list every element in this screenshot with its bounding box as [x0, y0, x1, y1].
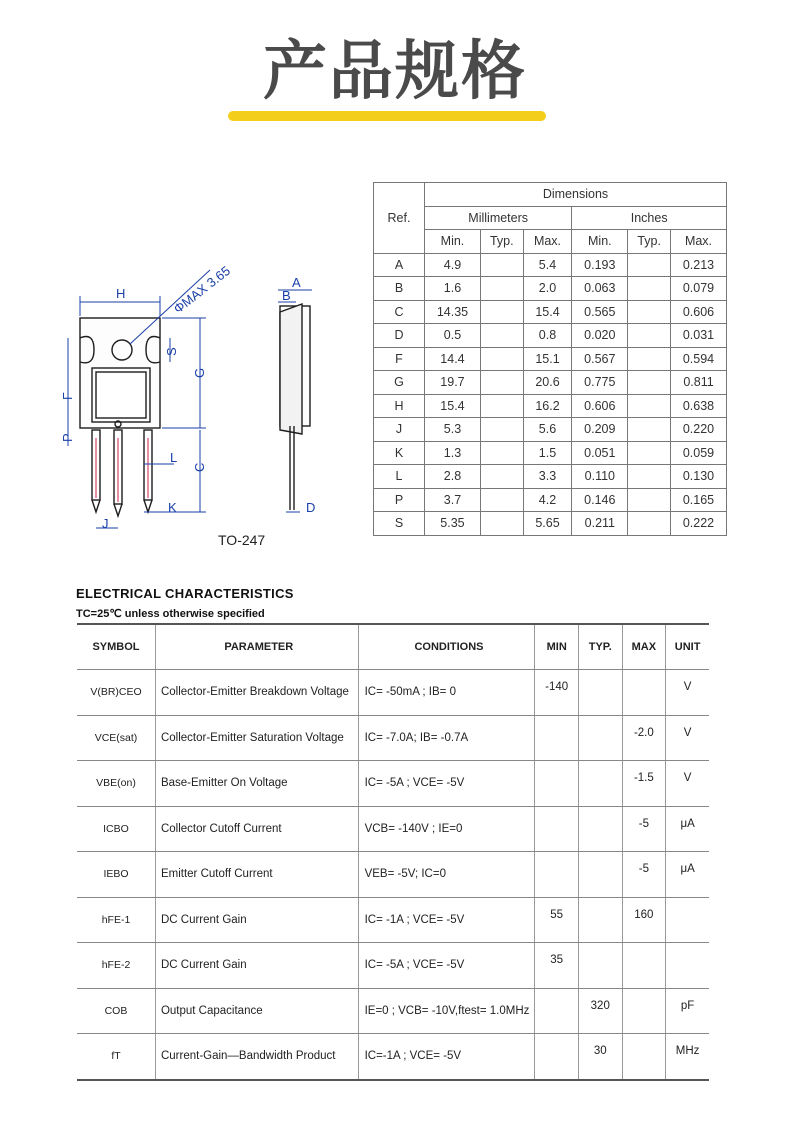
- dim-cell-in-max: 0.594: [670, 347, 726, 371]
- dim-cell-mm-max: 4.2: [523, 488, 572, 512]
- dim-header-group: Dimensions: [425, 183, 727, 207]
- dim-cell-in-max: 0.220: [670, 418, 726, 442]
- dim-cell-ref: C: [374, 300, 425, 324]
- dim-header-ref: Ref.: [374, 183, 425, 254]
- dim-cell-mm-typ: [480, 253, 523, 277]
- dimension-row: [374, 418, 727, 442]
- ec-cell-unit: [666, 715, 709, 761]
- dim-cell-ref: P: [374, 488, 425, 512]
- dim-cell-ref: G: [374, 371, 425, 395]
- dim-sub-header: Max.: [523, 230, 572, 254]
- ec-cell-symbol: [77, 943, 155, 989]
- ec-cell-symbol: [77, 988, 155, 1034]
- dim-cell-ref: K: [374, 441, 425, 465]
- ec-cell-min: [535, 852, 579, 898]
- dim-cell-mm-max: 20.6: [523, 371, 572, 395]
- dim-cell-mm-min: 1.6: [425, 277, 481, 301]
- dim-cell-in-max: 0.130: [670, 465, 726, 489]
- dim-sub-header: Typ.: [480, 230, 523, 254]
- dim-cell-in-max: 0.213: [670, 253, 726, 277]
- dim-cell-ref: S: [374, 512, 425, 536]
- package-label: TO-247: [218, 532, 266, 548]
- ec-cell-max: [622, 943, 666, 989]
- dim-cell-in-max: 0.079: [670, 277, 726, 301]
- dim-cell-mm-min: 19.7: [425, 371, 481, 395]
- ec-cell-unit: [666, 670, 709, 716]
- dim-cell-mm-typ: [480, 512, 523, 536]
- ec-value-conditions: IC= -7.0A; IB= -0.7A: [364, 731, 469, 744]
- dim-cell-in-typ: [628, 300, 671, 324]
- ec-header-typ: TYP.: [578, 624, 622, 670]
- ec-cell-parameter: [155, 1034, 358, 1080]
- electrical-row: [77, 670, 709, 716]
- ec-cell-typ: [578, 670, 622, 716]
- dimension-row: [374, 512, 727, 536]
- ec-cell-max: [622, 897, 666, 943]
- electrical-condition-note: TC=25℃ unless otherwise specified: [76, 608, 265, 620]
- ec-cell-symbol: [77, 897, 155, 943]
- ec-cell-min: [535, 988, 579, 1034]
- ec-value-conditions: VEB= -5V; IC=0: [364, 868, 446, 881]
- ec-cell-conditions: [358, 988, 535, 1034]
- ec-value-unit: V: [683, 681, 692, 694]
- title-underline: [228, 111, 546, 121]
- dim-cell-in-max: 0.638: [670, 394, 726, 418]
- ec-value-max: 160: [634, 908, 654, 921]
- dim-cell-in-min: 0.020: [572, 324, 628, 348]
- dim-cell-mm-max: 15.1: [523, 347, 572, 371]
- ec-cell-unit: [666, 897, 709, 943]
- dimensions-table: [373, 182, 727, 536]
- electrical-heading: ELECTRICAL CHARACTERISTICS: [76, 586, 294, 601]
- ec-value-min: 55: [550, 908, 564, 921]
- ec-cell-typ: [578, 761, 622, 807]
- ec-cell-conditions: [358, 943, 535, 989]
- ec-cell-conditions: [358, 806, 535, 852]
- label-s: S: [164, 347, 179, 356]
- ec-header-conditions: CONDITIONS: [358, 624, 535, 670]
- dim-cell-mm-min: 5.35: [425, 512, 481, 536]
- dim-cell-mm-max: 3.3: [523, 465, 572, 489]
- ec-cell-symbol: [77, 715, 155, 761]
- label-g: G: [192, 367, 207, 378]
- dim-cell-ref: B: [374, 277, 425, 301]
- dim-cell-in-typ: [628, 488, 671, 512]
- ec-cell-min: [535, 670, 579, 716]
- ec-value-unit: V: [683, 772, 692, 785]
- dim-cell-mm-min: 3.7: [425, 488, 481, 512]
- ec-cell-typ: [578, 943, 622, 989]
- dim-cell-in-typ: [628, 347, 671, 371]
- ec-value-unit: MHz: [675, 1045, 700, 1058]
- dim-cell-in-max: 0.031: [670, 324, 726, 348]
- ec-value-conditions: IE=0 ; VCB= -10V,ftest= 1.0MHz: [364, 1004, 530, 1017]
- dim-cell-mm-typ: [480, 300, 523, 324]
- ec-value-symbol: IEBO: [103, 868, 129, 881]
- dim-cell-ref: F: [374, 347, 425, 371]
- dim-cell-mm-min: 1.3: [425, 441, 481, 465]
- ec-value-conditions: IC= -5A ; VCE= -5V: [364, 959, 465, 972]
- ec-cell-symbol: [77, 1034, 155, 1080]
- ec-cell-typ: [578, 852, 622, 898]
- label-a: A: [292, 275, 301, 290]
- ec-cell-parameter: [155, 988, 358, 1034]
- dim-cell-mm-typ: [480, 488, 523, 512]
- ec-value-conditions: IC=-1A ; VCE= -5V: [364, 1050, 462, 1063]
- ec-cell-unit: [666, 806, 709, 852]
- ec-value-max: -2.0: [633, 726, 654, 739]
- label-phi: ΦMAX 3.65: [170, 263, 234, 317]
- dimension-row: [374, 347, 727, 371]
- ec-cell-min: [535, 761, 579, 807]
- dim-cell-mm-max: 0.8: [523, 324, 572, 348]
- ec-cell-min: [535, 897, 579, 943]
- ec-value-unit: μA: [680, 863, 695, 876]
- ec-value-unit: μA: [680, 817, 695, 830]
- dim-cell-mm-max: 1.5: [523, 441, 572, 465]
- dim-cell-mm-typ: [480, 394, 523, 418]
- ec-cell-min: [535, 1034, 579, 1080]
- ec-value-conditions: IC= -5A ; VCE= -5V: [364, 777, 465, 790]
- ec-cell-typ: [578, 897, 622, 943]
- label-h: H: [116, 286, 126, 301]
- ec-value-max: -1.5: [633, 772, 654, 785]
- ec-cell-max: [622, 715, 666, 761]
- dim-cell-in-min: 0.193: [572, 253, 628, 277]
- dim-cell-in-min: 0.146: [572, 488, 628, 512]
- dim-cell-in-typ: [628, 441, 671, 465]
- dim-cell-ref: A: [374, 253, 425, 277]
- electrical-body: [77, 670, 709, 1080]
- ec-cell-unit: [666, 761, 709, 807]
- ec-value-symbol: fT: [111, 1050, 121, 1063]
- ec-value-conditions: IC= -50mA ; IB= 0: [364, 686, 456, 699]
- dim-cell-in-min: 0.606: [572, 394, 628, 418]
- page-title: 产品规格: [263, 35, 527, 109]
- dim-cell-in-typ: [628, 418, 671, 442]
- dimension-row: [374, 277, 727, 301]
- ec-value-typ: 30: [593, 1045, 607, 1058]
- ec-header-symbol: SYMBOL: [77, 624, 155, 670]
- dim-cell-mm-typ: [480, 441, 523, 465]
- dim-cell-in-max: 0.606: [670, 300, 726, 324]
- dim-header-mm: Millimeters: [425, 206, 572, 230]
- dim-cell-mm-max: 5.6: [523, 418, 572, 442]
- electrical-row: [77, 1034, 709, 1080]
- dimension-row: [374, 371, 727, 395]
- dim-cell-ref: L: [374, 465, 425, 489]
- dim-cell-mm-typ: [480, 371, 523, 395]
- ec-cell-conditions: [358, 897, 535, 943]
- ec-header-unit: UNIT: [666, 624, 709, 670]
- label-c: C: [192, 462, 207, 472]
- ec-cell-parameter: [155, 806, 358, 852]
- dim-cell-in-typ: [628, 465, 671, 489]
- to247-package-drawing: [50, 250, 350, 540]
- ec-value-parameter: DC Current Gain: [160, 913, 247, 926]
- ec-cell-typ: [578, 715, 622, 761]
- dim-cell-in-min: 0.565: [572, 300, 628, 324]
- dim-cell-mm-typ: [480, 418, 523, 442]
- label-p: P: [60, 433, 75, 442]
- ec-value-conditions: VCB= -140V ; IE=0: [364, 822, 463, 835]
- dim-sub-header: Max.: [670, 230, 726, 254]
- ec-cell-parameter: [155, 897, 358, 943]
- ec-cell-parameter: [155, 715, 358, 761]
- ec-value-parameter: DC Current Gain: [160, 959, 247, 972]
- dim-cell-ref: J: [374, 418, 425, 442]
- dim-cell-in-typ: [628, 324, 671, 348]
- dim-header-in: Inches: [572, 206, 727, 230]
- ec-cell-conditions: [358, 715, 535, 761]
- ec-value-min: -140: [545, 681, 569, 694]
- dimension-row: [374, 441, 727, 465]
- ec-cell-max: [622, 1034, 666, 1080]
- dim-cell-mm-typ: [480, 465, 523, 489]
- ec-value-parameter: Base-Emitter On Voltage: [160, 777, 288, 790]
- ec-value-parameter: Collector-Emitter Saturation Voltage: [160, 731, 344, 744]
- ec-cell-conditions: [358, 852, 535, 898]
- ec-value-parameter: Output Capacitance: [160, 1004, 263, 1017]
- dim-cell-mm-max: 2.0: [523, 277, 572, 301]
- dim-cell-in-min: 0.211: [572, 512, 628, 536]
- ec-value-unit: V: [683, 726, 692, 739]
- ec-cell-typ: [578, 988, 622, 1034]
- ec-value-parameter: Emitter Cutoff Current: [160, 868, 273, 881]
- dim-cell-mm-min: 14.4: [425, 347, 481, 371]
- label-b: B: [282, 288, 291, 303]
- electrical-table: [77, 623, 709, 1081]
- ec-cell-min: [535, 806, 579, 852]
- label-j: J: [102, 516, 109, 531]
- dim-cell-mm-min: 14.35: [425, 300, 481, 324]
- dimension-row: [374, 253, 727, 277]
- dim-cell-mm-min: 15.4: [425, 394, 481, 418]
- ec-value-symbol: COB: [104, 1004, 128, 1017]
- ec-cell-parameter: [155, 943, 358, 989]
- ec-value-typ: 320: [590, 999, 610, 1012]
- ec-cell-min: [535, 943, 579, 989]
- label-f: F: [60, 392, 75, 400]
- dim-cell-in-min: 0.567: [572, 347, 628, 371]
- dim-cell-mm-typ: [480, 277, 523, 301]
- ec-header-max: MAX: [622, 624, 666, 670]
- dim-cell-in-min: 0.051: [572, 441, 628, 465]
- dim-cell-in-typ: [628, 371, 671, 395]
- ec-cell-conditions: [358, 761, 535, 807]
- ec-value-conditions: IC= -1A ; VCE= -5V: [364, 913, 465, 926]
- dim-cell-mm-min: 0.5: [425, 324, 481, 348]
- dim-cell-in-typ: [628, 277, 671, 301]
- dim-sub-header: Min.: [425, 230, 481, 254]
- ec-cell-parameter: [155, 670, 358, 716]
- ec-cell-unit: [666, 988, 709, 1034]
- ec-cell-max: [622, 988, 666, 1034]
- ec-cell-max: [622, 806, 666, 852]
- label-k: K: [168, 500, 177, 515]
- label-d: D: [306, 500, 316, 515]
- dim-cell-mm-max: 5.65: [523, 512, 572, 536]
- electrical-row: [77, 852, 709, 898]
- label-l: L: [170, 450, 178, 465]
- dim-cell-mm-typ: [480, 324, 523, 348]
- ec-cell-unit: [666, 852, 709, 898]
- dimension-row: [374, 324, 727, 348]
- electrical-row: [77, 988, 709, 1034]
- dim-cell-in-min: 0.209: [572, 418, 628, 442]
- dim-cell-mm-typ: [480, 347, 523, 371]
- ec-cell-symbol: [77, 670, 155, 716]
- dim-cell-in-min: 0.775: [572, 371, 628, 395]
- dimension-row: [374, 465, 727, 489]
- electrical-row: [77, 806, 709, 852]
- ec-cell-parameter: [155, 852, 358, 898]
- dim-cell-mm-min: 2.8: [425, 465, 481, 489]
- dim-cell-in-max: 0.165: [670, 488, 726, 512]
- ec-header-parameter: PARAMETER: [155, 624, 358, 670]
- ec-cell-symbol: [77, 806, 155, 852]
- dim-cell-mm-max: 15.4: [523, 300, 572, 324]
- electrical-row: [77, 715, 709, 761]
- dim-cell-in-typ: [628, 253, 671, 277]
- ec-value-max: -5: [638, 863, 649, 876]
- dim-cell-in-max: 0.222: [670, 512, 726, 536]
- dimension-row: [374, 300, 727, 324]
- ec-value-symbol: VCE(sat): [94, 731, 138, 744]
- dim-cell-in-max: 0.059: [670, 441, 726, 465]
- dim-cell-ref: D: [374, 324, 425, 348]
- ec-cell-conditions: [358, 1034, 535, 1080]
- ec-value-max: -5: [638, 817, 649, 830]
- ec-value-parameter: Current-Gain—Bandwidth Product: [160, 1050, 336, 1063]
- ec-value-symbol: hFE-1: [101, 913, 131, 926]
- dim-sub-header: Min.: [572, 230, 628, 254]
- ec-value-symbol: V(BR)CEO: [90, 686, 142, 699]
- ec-value-unit: pF: [680, 999, 695, 1012]
- dimension-row: [374, 488, 727, 512]
- electrical-row: [77, 943, 709, 989]
- ec-cell-conditions: [358, 670, 535, 716]
- ec-value-symbol: VBE(on): [96, 777, 136, 790]
- ec-cell-max: [622, 852, 666, 898]
- dim-cell-ref: H: [374, 394, 425, 418]
- dim-cell-mm-min: 5.3: [425, 418, 481, 442]
- ec-value-min: 35: [550, 954, 564, 967]
- ec-cell-max: [622, 761, 666, 807]
- ec-value-symbol: hFE-2: [101, 959, 131, 972]
- ec-cell-symbol: [77, 761, 155, 807]
- dim-sub-header: Typ.: [628, 230, 671, 254]
- dim-cell-in-max: 0.811: [670, 371, 726, 395]
- dim-cell-mm-max: 16.2: [523, 394, 572, 418]
- ec-value-parameter: Collector Cutoff Current: [160, 822, 282, 835]
- dim-cell-mm-max: 5.4: [523, 253, 572, 277]
- ec-cell-typ: [578, 1034, 622, 1080]
- ec-header-min: MIN: [535, 624, 579, 670]
- dimensions-body: [374, 253, 727, 535]
- ec-value-symbol: ICBO: [103, 822, 129, 835]
- ec-cell-symbol: [77, 852, 155, 898]
- dim-cell-in-min: 0.110: [572, 465, 628, 489]
- ec-cell-unit: [666, 943, 709, 989]
- dim-cell-mm-min: 4.9: [425, 253, 481, 277]
- ec-cell-unit: [666, 1034, 709, 1080]
- ec-cell-min: [535, 715, 579, 761]
- dimension-row: [374, 394, 727, 418]
- dim-cell-in-typ: [628, 512, 671, 536]
- ec-value-parameter: Collector-Emitter Breakdown Voltage: [160, 686, 349, 699]
- electrical-row: [77, 761, 709, 807]
- ec-cell-typ: [578, 806, 622, 852]
- electrical-row: [77, 897, 709, 943]
- ec-cell-max: [622, 670, 666, 716]
- dim-cell-in-min: 0.063: [572, 277, 628, 301]
- ec-cell-parameter: [155, 761, 358, 807]
- dim-cell-in-typ: [628, 394, 671, 418]
